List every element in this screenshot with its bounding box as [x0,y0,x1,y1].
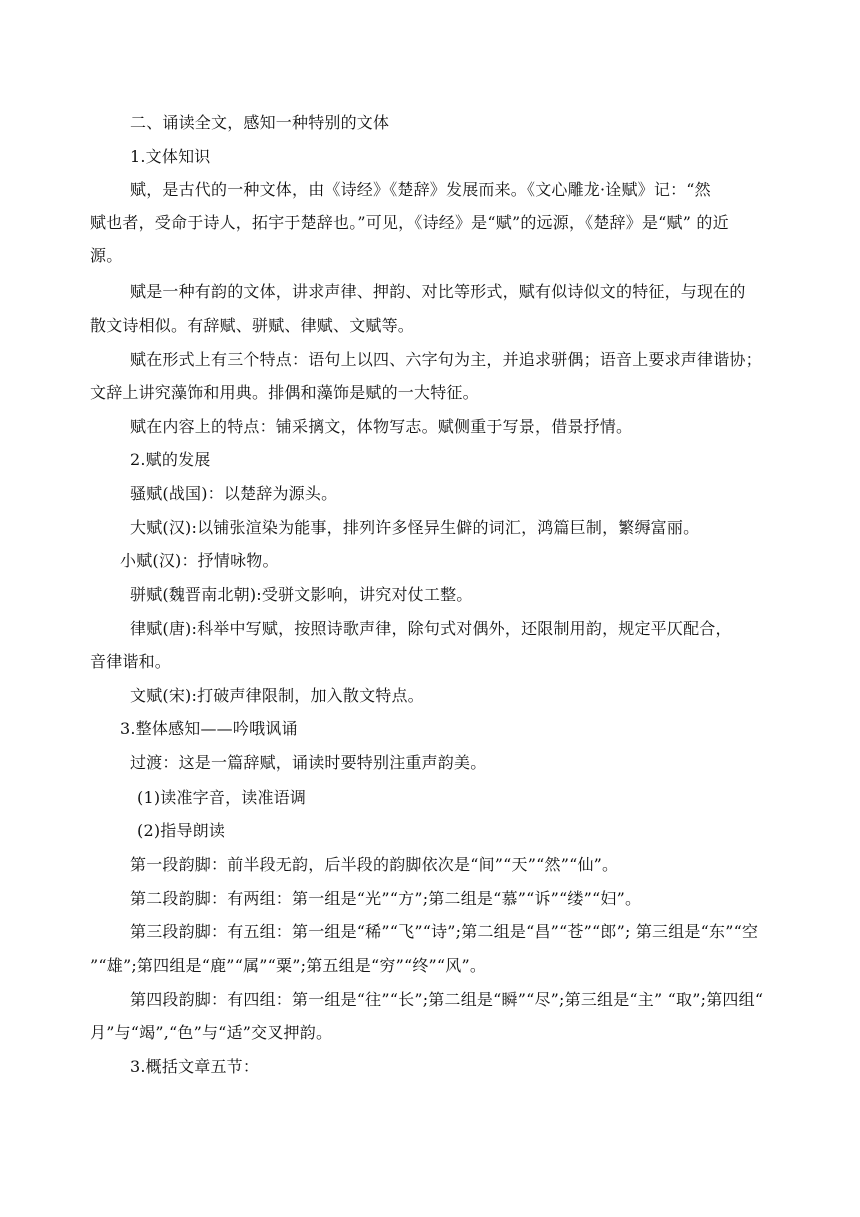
paragraph-line: 文赋(宋):打破声律限制，加入散文特点。 [130,686,424,705]
list-item: (2)指导朗读 [137,821,226,840]
paragraph-line: 散文诗相似。有辞赋、骈赋、律赋、文赋等。 [90,316,415,335]
paragraph-line: 赋，是古代的一种文体，由《诗经》《楚辞》发展而来。《文心雕龙·诠赋》记：“然 [130,180,711,199]
section-heading: 二、诵读全文，感知一种特别的文体 [130,113,390,132]
paragraph-line: ”“雄”;第四组是“鹿”“属”“粟”;第五组是“穷”“终”“风”。 [90,956,487,975]
list-item: (1)读准字音，读准语调 [137,788,307,807]
paragraph-line: 赋是一种有韵的文体，讲求声律、押韵、对比等形式，赋有似诗似文的特征，与现在的 [130,282,746,301]
paragraph-line: 大赋(汉):以铺张渲染为能事，排列许多怪异生僻的词汇，鸿篇巨制，繁缛富丽。 [130,518,700,537]
subheading: 3.整体感知——吟哦讽诵 [120,719,298,738]
paragraph-line: 骚赋(战国)：以楚辞为源头。 [130,484,338,503]
paragraph-line: 赋也者，受命于诗人，拓宇于楚辞也。”可见，《诗经》是“赋”的远源，《楚辞》是“赋” 的近 [90,213,729,232]
paragraph-line: 第四段韵脚：有四组：第一组是“往”“长”;第二组是“瞬”“尽”;第三组是“主” “取”;第四组“ [130,990,764,1009]
paragraph-line: 音律谐和。 [90,652,172,671]
subheading: 1.文体知识 [130,147,211,166]
paragraph-line: 律赋(唐):科举中写赋，按照诗歌声律，除句式对偶外，还限制用韵，规定平仄配合， [130,619,732,638]
paragraph-line: 过渡：这是一篇辞赋，诵读时要特别注重声韵美。 [130,753,487,772]
subheading: 2.赋的发展 [130,450,211,469]
paragraph-line: 月”与“竭”,“色”与“适”交叉押韵。 [90,1023,333,1042]
paragraph-line: 第二段韵脚：有两组：第一组是“光”“方”;第二组是“慕”“诉”“缕”“妇”。 [130,889,642,908]
paragraph-line: 赋在内容上的特点：铺采摛文，体物写志。赋侧重于写景，借景抒情。 [130,417,633,436]
paragraph-line: 第三段韵脚：有五组：第一组是“稀”“飞”“诗”;第二组是“昌”“苍”“郎”; 第三组是“东”“空 [130,922,759,941]
paragraph-line: 文辞上讲究藻饰和用典。排偶和藻饰是赋的一大特征。 [90,383,479,402]
subheading: 3.概括文章五节： [130,1057,260,1076]
paragraph-line: 骈赋(魏晋南北朝):受骈文影响，讲究对仗工整。 [130,585,473,604]
paragraph-line: 小赋(汉)：抒情咏物。 [120,551,279,570]
paragraph-line: 赋在形式上有三个特点：语句上以四、六字句为主，并追求骈偶；语音上要求声律谐协； [130,350,762,369]
paragraph-line: 第一段韵脚：前半段无韵，后半段的韵脚依次是“间”“天”“然”“仙”。 [130,855,619,874]
paragraph-line: 源。 [90,246,123,265]
